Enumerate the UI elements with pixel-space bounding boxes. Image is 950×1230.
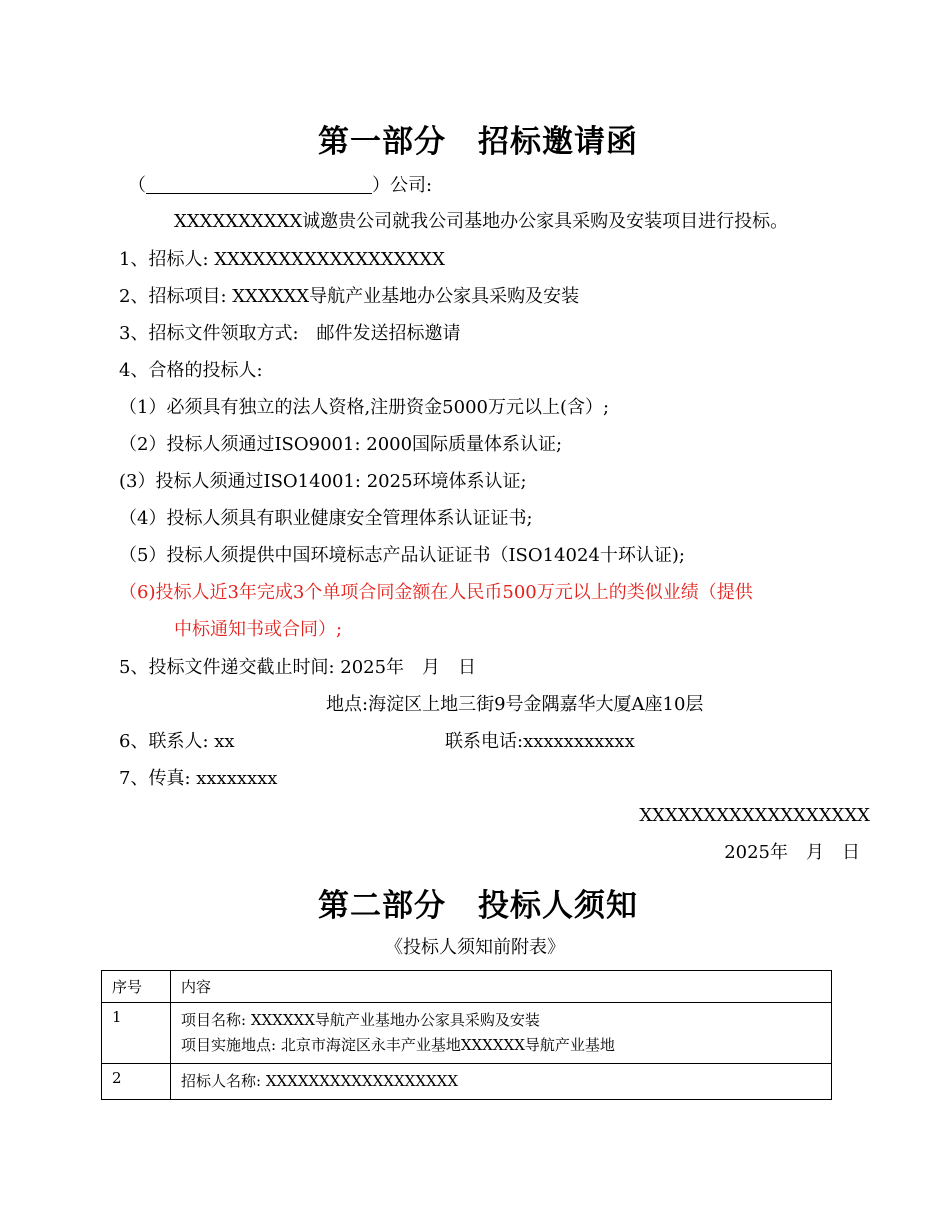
item-tenderer: 1、招标人: XXXXXXXXXXXXXXXXXX [119, 249, 445, 270]
qual-item-6-line1: （6)投标人近3年完成3个单项合同金额在人民币500万元以上的类似业绩（提供 [119, 582, 753, 603]
part1-title: 第一部分 招标邀请函 [318, 124, 638, 160]
row-line: 项目名称: XXXXXX导航产业基地办公家具采购及安装 [181, 1011, 540, 1029]
table-caption: 《投标人须知前附表》 [385, 937, 565, 958]
sign-date: 2025年 月 日 [724, 842, 860, 863]
row-num: 2 [102, 1064, 171, 1100]
addressee-line [128, 175, 432, 197]
row-num: 1 [102, 1003, 171, 1064]
signer: XXXXXXXXXXXXXXXXXX [639, 805, 870, 826]
contact-person: 6、联系人: xx [119, 731, 235, 752]
addressee-open: （ [128, 175, 146, 196]
table-header-row [102, 971, 832, 1003]
addressee-close: ）公司: [372, 175, 433, 196]
item-qualified: 4、合格的投标人: [119, 360, 263, 381]
row-content [171, 1003, 832, 1064]
table-row [102, 1064, 832, 1100]
item-doc-method: 3、招标文件领取方式: 邮件发送招标邀请 [119, 323, 461, 344]
deadline: 5、投标文件递交截止时间: 2025年 月 日 [119, 657, 477, 678]
front-table [101, 970, 832, 1100]
fax: 7、传真: xxxxxxxx [119, 768, 278, 789]
qual-item-6-line2: 中标通知书或合同）; [174, 619, 343, 640]
location: 地点:海淀区上地三街9号金隅嘉华大厦A座10层 [326, 694, 704, 715]
row-line: 项目实施地点: 北京市海淀区永丰产业基地XXXXXX导航产业基地 [181, 1036, 615, 1054]
header-num: 序号 [102, 971, 171, 1003]
table-row [102, 1003, 832, 1064]
qual-item-2: （2）投标人须通过ISO9001: 2000国际质量体系认证; [119, 434, 563, 455]
contact-phone: 联系电话:xxxxxxxxxxx [445, 731, 635, 752]
qual-item-4: （4）投标人须具有职业健康安全管理体系认证证书; [119, 508, 533, 529]
item-project: 2、招标项目: XXXXXX导航产业基地办公家具采购及安装 [119, 286, 580, 307]
qual-item-1: （1）必须具有独立的法人资格,注册资金5000万元以上(含）; [119, 397, 610, 418]
part2-title: 第二部分 投标人须知 [318, 888, 638, 924]
header-content: 内容 [171, 971, 832, 1003]
qual-item-5: （5）投标人须提供中国环境标志产品认证证书（ISO14024十环认证); [119, 545, 685, 566]
qual-item-3: (3）投标人须通过ISO14001: 2025环境体系认证; [119, 471, 527, 492]
company-blank [146, 175, 372, 194]
row-line: 招标人名称: XXXXXXXXXXXXXXXXXX [181, 1072, 459, 1090]
row-content [171, 1064, 832, 1100]
intro-text: XXXXXXXXXX诚邀贵公司就我公司基地办公家具采购及安装项目进行投标。 [174, 211, 789, 232]
